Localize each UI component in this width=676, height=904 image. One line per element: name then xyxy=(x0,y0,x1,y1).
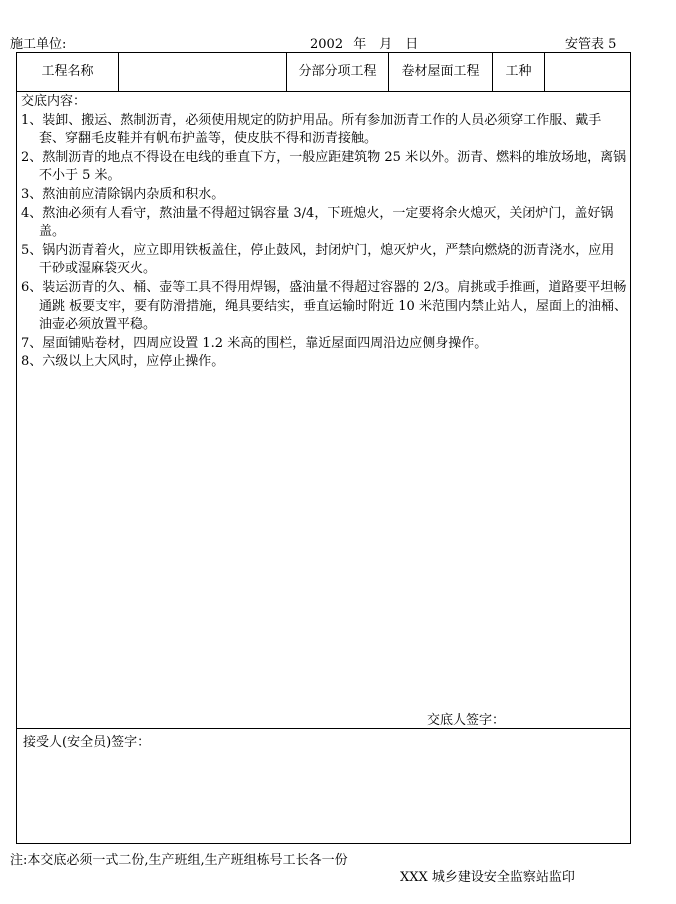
project-name-label: 工程名称 xyxy=(17,53,119,91)
disclosure-form xyxy=(16,52,631,844)
sub-project-value: 卷材屋面工程 xyxy=(389,53,493,91)
content-item-2: 2、熬制沥青的地点不得设在电线的垂直下方，一般应距建筑物 25 米以外。沥青、燃料的堆放场地，离锅不小于 5 米。 xyxy=(21,149,627,184)
sub-project-label: 分部分项工程 xyxy=(287,53,389,91)
content-item-1: 1、装卸、搬运、熬制沥青，必须使用规定的防护用品。所有参加沥青工作的人员必须穿工作服、戴手套、穿翻毛皮鞋并有帆布护盖等，使皮肤不得和沥青接触。 xyxy=(21,112,602,147)
form-number: 安管表 5 xyxy=(565,37,617,52)
footer-note: 注:本交底必须一式二份,生产班组,生产班组栋号工长各一份 xyxy=(10,853,348,868)
content-item-7: 7、屋面铺贴卷材，四周应设置 1.2 米高的围栏，靠近屋面四周沿边应侧身操作。 xyxy=(21,335,488,351)
project-name-value[interactable] xyxy=(119,53,287,91)
content-item-6: 6、装运沥青的久、桶、壶等工具不得用焊锡，盛油量不得超过容器的 2/3。肩挑或手推画，道路要平坦畅通跳 板要支牢，要有防滑措施，绳具要结实，垂直运输时附近 10 米范围内禁止站人，屋面上的油桶、油壶必须放置平稳。 xyxy=(21,279,627,333)
content-title: 交底内容： xyxy=(21,94,87,109)
date-line: 2002 年 月 日 xyxy=(310,37,419,52)
trade-label: 工种 xyxy=(493,53,545,91)
discloser-signature-label: 交底人签字： xyxy=(427,713,506,728)
disclosure-content xyxy=(21,93,627,372)
supervision-seal-text: XXX 城乡建设安全监察站监印 xyxy=(400,870,575,885)
receiver-signature-label: 接受人(安全员)签字： xyxy=(23,735,151,750)
header-row xyxy=(17,53,630,92)
content-item-8: 8、六级以上大风时，应停止操作。 xyxy=(21,354,225,370)
content-item-5: 5、锅内沥青着火，应立即用铁板盖住，停止鼓风，封闭炉门，熄灭炉火，严禁向燃烧的沥青浇水，应用干砂或湿麻袋灭火。 xyxy=(21,242,615,277)
trade-value[interactable] xyxy=(545,53,630,91)
content-item-3: 3、熬油前应清除锅内杂质和积水。 xyxy=(21,186,225,202)
construction-unit-label: 施工单位: xyxy=(10,37,67,52)
content-item-4: 4、熬油必须有人看守，熬油量不得超过锅容量 3/4，下班熄火，一定要将余火熄灭，关闭炉门，盖好锅盖。 xyxy=(21,205,614,240)
signature-divider xyxy=(17,728,630,729)
